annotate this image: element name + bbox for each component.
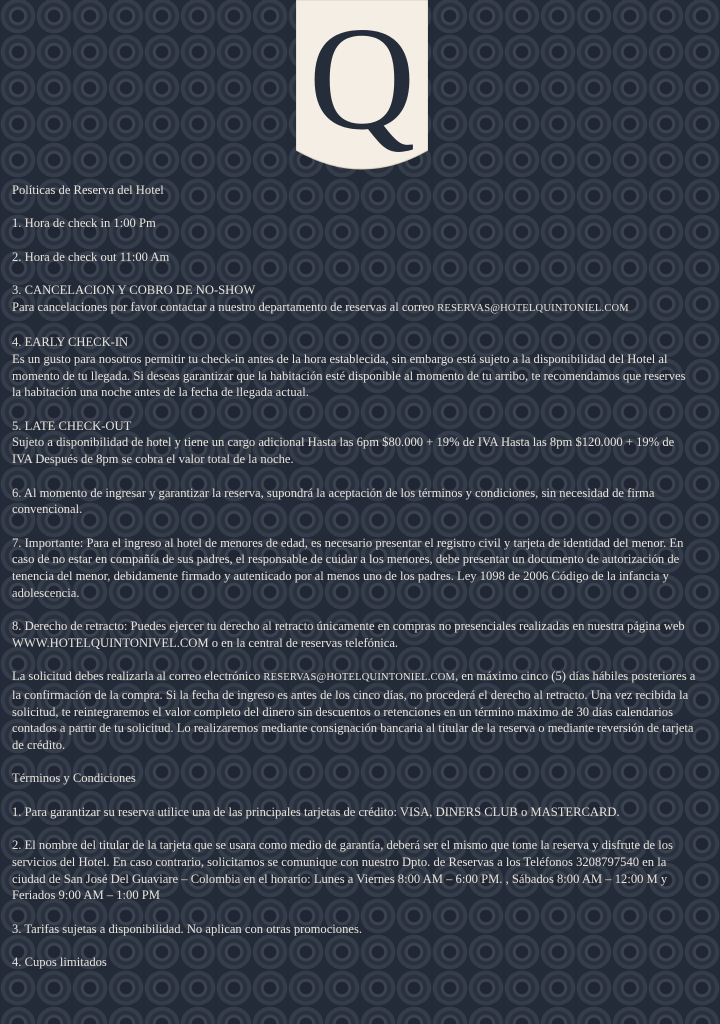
early-checkin-text: Es un gusto para nosotros permitir tu check-in antes de la hora establecida, sin embargo está sujeto a la disponibilidad del Hotel al momento de tu llegada. Si deseas garantizar que la habitación esté disponible al momento de tu arribo, te recomendamos que reserves la habitación una noche antes de la fecha de llegada actual.	[12, 351, 686, 400]
policy-checkout: 2. Hora de check out 11:00 Am	[12, 249, 170, 264]
cancellation-heading: 3. CANCELACION Y COBRO DE NO-SHOW	[12, 283, 256, 298]
cancellation-email: RESERVAS@HOTELQUINTONIEL.COM	[437, 302, 629, 314]
late-checkout-heading: 5. LATE CHECK-OUT	[12, 418, 132, 433]
early-checkin-heading: 4. EARLY CHECK-IN	[12, 335, 129, 350]
policies-document	[12, 182, 696, 988]
retracto-text-a: La solicitud debes realizarla al correo electrónico	[12, 669, 264, 684]
logo-badge	[296, 0, 428, 176]
policy-minors: 7. Importante: Para el ingreso al hotel de menores de edad, es necesario presentar el registro civil y tarjeta de identidad del menor. En caso de no estar en compañía de sus padres, el responsable de cuidar a los menores, debe presentar un documento de autorización de tenencia del menor, debidamente firmado y autenticado por al menos uno de los padres. Ley 1098 de 2006 Código de la infancia y adolescencia.	[12, 535, 684, 600]
terms-heading: Términos y Condiciones	[12, 771, 136, 786]
late-checkout-text: Sujeto a disponibilidad de hotel y tiene un cargo adicional Hasta las 6pm $80.000 + 19% de IVA Hasta las 8pm $120.000 + 19% de IVA Después de 8pm se cobra el valor total de la noche.	[12, 435, 675, 467]
hotel-logo	[296, 0, 428, 176]
terms-limited: 4. Cupos limitados	[12, 955, 107, 970]
policy-early-checkin	[12, 334, 696, 401]
terms-cards: 1. Para garantizar su reserva utilice una de las principales tarjetas de crédito: VISA, DINERS CLUB o MASTERCARD.	[12, 804, 620, 819]
cancellation-text: Para cancelaciones por favor contactar a nuestro departamento de reservas al correo	[12, 299, 438, 314]
policy-acceptance: 6. Al momento de ingresar y garantizar la reserva, supondrá la aceptación de los términos y condiciones, sin necesidad de firma convencional.	[12, 485, 655, 517]
policy-retracto: 8. Derecho de retracto: Puedes ejercer tu derecho al retracto únicamente en compras no presenciales realizadas en nuestra página web WWW.HOTELQUINTONIVEL.COM o en la central de reservas telefónica.	[12, 619, 685, 650]
page-title: Políticas de Reserva del Hotel	[12, 183, 164, 197]
terms-cardholder: 2. El nombre del titular de la tarjeta que se usara como medio de garantía, deberá ser el mismo que tome la reserva y disfrute de los servicios del Hotel. En caso contrario, solicitamos se comunique con nuestro Dpto. de Reservas a los Teléfonos 3208797540 en la ciudad de San José Del Guaviare – Colombia en el horario: Lunes a Viernes 8:00 AM – 6:00 PM. , Sábados 8:00 AM – 12:00 M y Feriados 9:00 AM – 1:00 PM	[12, 838, 673, 903]
terms-rates: 3. Tarifas sujetas a disponibilidad. No aplican con otras promociones.	[12, 921, 363, 936]
retracto-email: RESERVAS@HOTELQUINTONIEL.COM	[263, 672, 456, 684]
policy-late-checkout	[12, 418, 696, 468]
policy-retracto-request	[12, 668, 696, 754]
policy-checkin: 1. Hora de check in 1:00 Pm	[12, 216, 156, 231]
logo-letter: Q	[308, 0, 416, 161]
retracto-text-b: , en máximo cinco (5) días hábiles posteriores a la confirmación de la compra. Si la fecha de ingreso es antes de los cinco días, no procederá el derecho al retracto. Una vez recibida la solicitud, te reintegraremos el valor completo del dinero sin descuentos o retenciones en un término máximo de 30 días calendarios contados a partir de tu solicitud. Lo realizaremos mediante consignación bancaria al titular de la reserva o mediante reversión de tarjeta de crédito.	[12, 669, 696, 753]
policy-cancellation	[12, 282, 696, 317]
